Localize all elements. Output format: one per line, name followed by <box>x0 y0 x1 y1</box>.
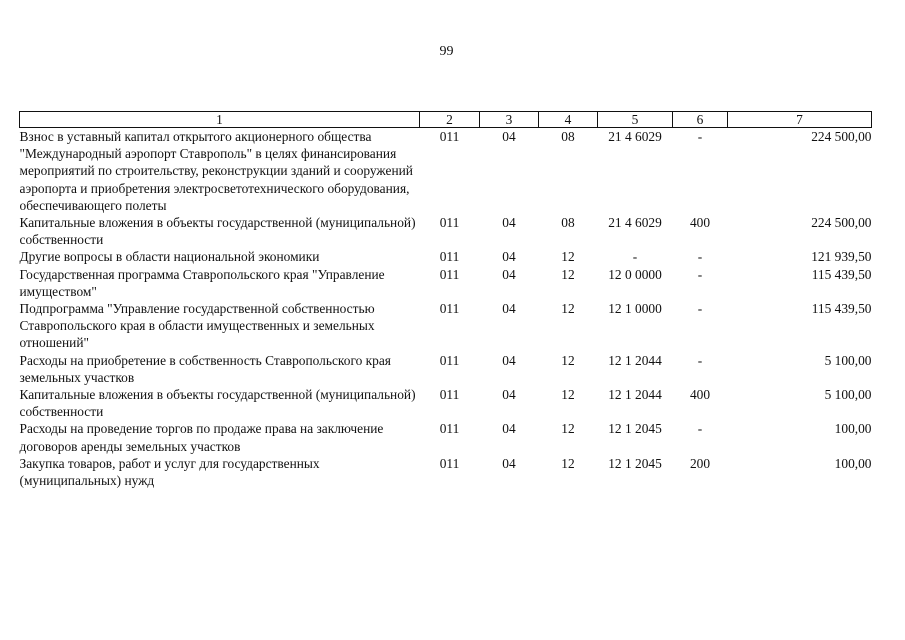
cell-code: 011 <box>439 215 460 231</box>
column-header: 3 <box>480 112 539 128</box>
row-name: Государственная программа Ставропольского края "Управление имуществом" <box>19 266 385 299</box>
cell-section: 04 <box>502 129 516 144</box>
row-name: Подпрограмма "Управление государственной собственностью Ставропольского края в области имущественных и земельных отношений" <box>19 301 375 351</box>
cell-amount: 100,00 <box>834 421 872 437</box>
cell-type: - <box>697 421 703 437</box>
table-header-row <box>20 112 872 128</box>
cell-subsection: 12 <box>561 266 575 282</box>
cell-subsection: 12 <box>561 249 575 265</box>
cell-amount: 5 100,00 <box>824 352 872 368</box>
cell-target: 12 1 2044 <box>608 387 662 403</box>
row-name: Взнос в уставный капитал открытого акционерного общества "Международный аэропорт Ставрополь" в целях финансирования мероприятий по строительству, реконструкции зданий и сооружений аэропорта и приобретения электросветотехнического оборудования, обеспечивающего полеты <box>19 129 413 213</box>
cell-section: 04 <box>502 301 516 317</box>
column-header: 4 <box>539 112 598 128</box>
cell-type: - <box>697 266 703 282</box>
cell-target: 12 1 2045 <box>608 421 662 437</box>
cell-amount: 224 500,00 <box>811 215 872 231</box>
cell-target: 12 1 2044 <box>608 352 662 368</box>
row-name: Расходы на приобретение в собственность Ставропольского края земельных участков <box>19 352 391 385</box>
cell-target: 12 1 0000 <box>608 301 662 317</box>
cell-subsection: 12 <box>561 455 575 471</box>
cell-code: 011 <box>439 266 460 282</box>
cell-section: 04 <box>502 215 516 231</box>
cell-type: - <box>697 249 703 265</box>
table-row <box>20 248 872 265</box>
cell-subsection: 12 <box>561 387 575 403</box>
cell-section: 04 <box>502 421 516 437</box>
row-name: Другие вопросы в области национальной экономики <box>19 249 320 265</box>
row-name: Капитальные вложения в объекты государственной (муниципальной) собственности <box>19 387 416 420</box>
cell-section: 04 <box>502 387 516 403</box>
cell-subsection: 08 <box>561 215 575 231</box>
budget-table <box>19 111 872 489</box>
cell-target: 21 4 6029 <box>608 129 662 144</box>
cell-code: 011 <box>439 455 460 471</box>
cell-subsection: 12 <box>561 352 575 368</box>
row-name: Закупка товаров, работ и услуг для государственных (муниципальных) нужд <box>19 455 320 489</box>
cell-code: 011 <box>439 301 460 317</box>
cell-target: 12 0 0000 <box>608 266 662 282</box>
table-row <box>20 420 872 454</box>
cell-code: 011 <box>439 387 460 403</box>
cell-amount: 224 500,00 <box>811 129 872 144</box>
column-header: 6 <box>673 112 728 128</box>
cell-subsection: 12 <box>561 301 575 317</box>
cell-amount: 115 439,50 <box>811 266 872 282</box>
cell-target: 12 1 2045 <box>608 455 662 471</box>
cell-amount: 100,00 <box>834 455 872 471</box>
column-header: 5 <box>598 112 673 128</box>
table-row <box>20 300 872 352</box>
cell-target: - <box>632 249 638 265</box>
cell-amount: 115 439,50 <box>811 301 872 317</box>
cell-code: 011 <box>439 421 460 437</box>
cell-section: 04 <box>502 455 516 471</box>
cell-code: 011 <box>439 249 460 265</box>
row-name: Капитальные вложения в объекты государственной (муниципальной) собственности <box>19 215 416 248</box>
cell-section: 04 <box>502 249 516 265</box>
cell-type: - <box>697 129 703 144</box>
table-row <box>20 386 872 420</box>
column-header: 7 <box>728 112 872 128</box>
table-row <box>20 128 872 215</box>
page-number: 99 <box>439 44 454 59</box>
table-row <box>20 352 872 386</box>
column-header: 1 <box>20 112 420 128</box>
cell-type: 400 <box>689 215 711 231</box>
cell-type: - <box>697 352 703 368</box>
cell-type: 200 <box>689 455 711 471</box>
table-row <box>20 455 872 489</box>
cell-section: 04 <box>502 266 516 282</box>
cell-type: 400 <box>689 387 711 403</box>
column-header: 2 <box>420 112 480 128</box>
cell-section: 04 <box>502 352 516 368</box>
cell-code: 011 <box>439 129 460 144</box>
cell-subsection: 12 <box>561 421 575 437</box>
cell-subsection: 08 <box>561 129 575 144</box>
table-row <box>20 214 872 248</box>
cell-amount: 5 100,00 <box>824 387 872 403</box>
cell-type: - <box>697 301 703 317</box>
cell-target: 21 4 6029 <box>608 215 662 231</box>
cell-code: 011 <box>439 352 460 368</box>
table-row <box>20 266 872 300</box>
row-name: Расходы на проведение торгов по продаже права на заключение договоров аренды земельных участков <box>19 421 384 454</box>
cell-amount: 121 939,50 <box>811 249 872 265</box>
